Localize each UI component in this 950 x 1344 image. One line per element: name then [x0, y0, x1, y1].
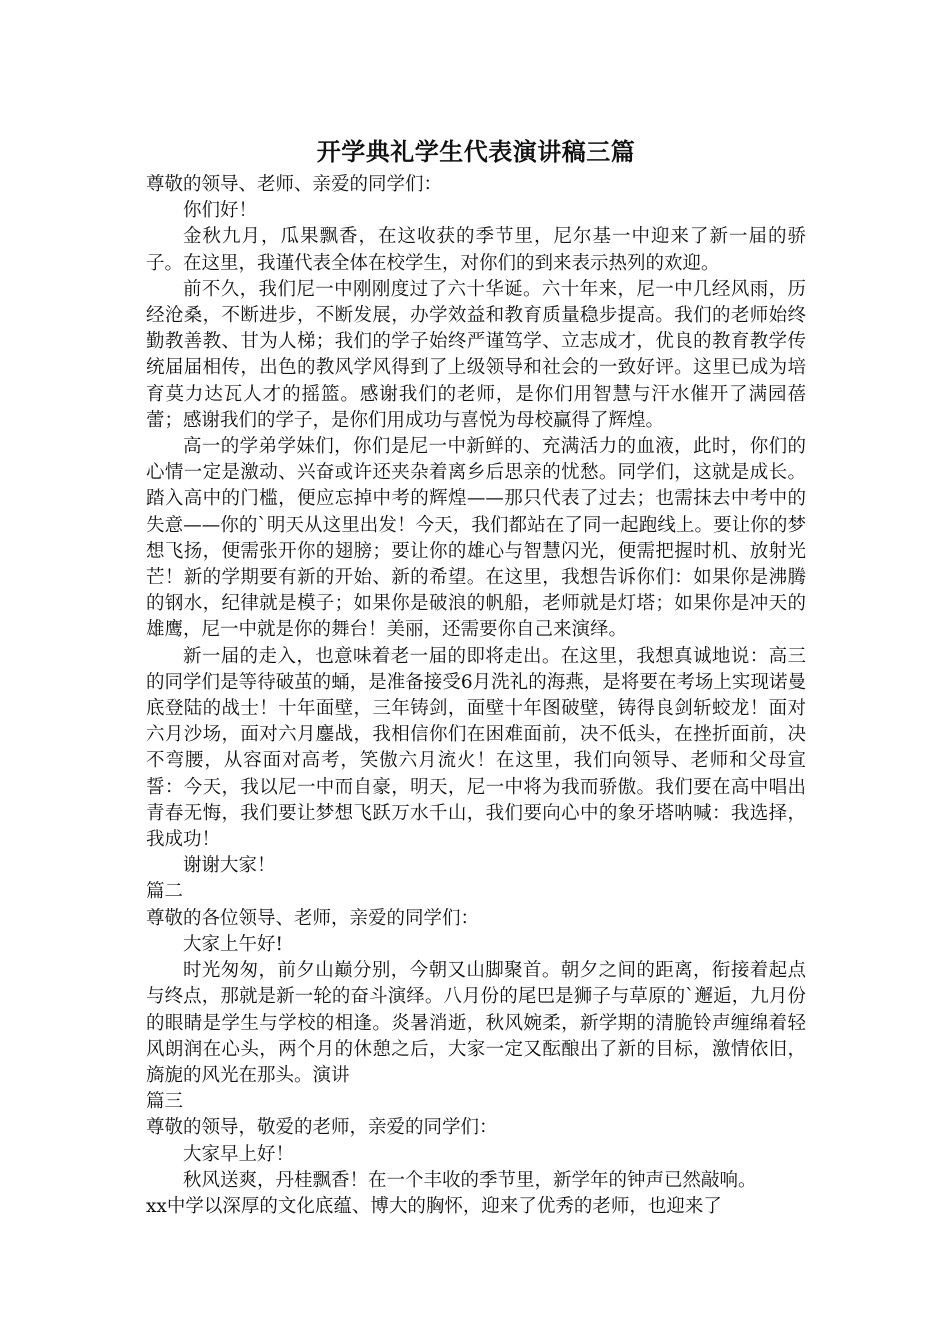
salutation: 尊敬的领导，敬爱的老师，亲爱的同学们： [146, 1117, 498, 1139]
section-heading: 篇二 [146, 881, 184, 903]
greeting: 大家上午好! [183, 933, 283, 955]
body-paragraph: 新一届的走入，也意味着老一届的即将走出。在这里，我想真诚地说：高三的同学们是等待破茧的蛹，是准备接受6月洗礼的海燕，是将要在考场上实现诺曼底登陆的战士！十年面壁，三年铸剑，面壁十年图破壁，铸得良剑斩蛟龙！面对六月沙场，面对六月鏖战，我相信你们在困难面前，决不低头，在挫折面前，决不弯腰，从容面对高考，笑傲六月流火！在这里，我们向领导、老师和父母宣誓：今天，我以尼一中而自豪，明天，尼一中将为我而骄傲。我们要在高中唱出青春无悔，我们要让梦想飞跃万水千山，我们要向心中的象牙塔呐喊：我选择，我成功！ [146, 645, 806, 851]
body-paragraph: xx中学以深厚的文化底蕴、博大的胸怀，迎来了优秀的老师，也迎来了 [146, 1195, 722, 1217]
salutation: 尊敬的各位领导、老师，亲爱的同学们： [146, 907, 480, 929]
salutation: 尊敬的领导、老师、亲爱的同学们： [146, 174, 443, 195]
section-heading: 篇三 [146, 1091, 184, 1113]
closing-thanks: 谢谢大家！ [183, 855, 276, 877]
body-paragraph: 高一的学弟学妹们，你们是尼一中新鲜的、充满活力的血液，此时，你们的心情一定是激动、兴奋或许还夹杂着离乡后思亲的忧愁。同学们，这就是成长。踏入高中的门槛，便应忘掉中考的辉煌——那只代表了过去；也需抹去中考中的失意——你的`明天从这里出发！今天，我们都站在了同一起跑线上。要让你的梦想飞扬，便需张开你的翅膀；要让你的雄心与智慧闪光，便需把握时机、放射光芒！新的学期要有新的开始、新的希望。在这里，我想告诉你们：如果你是沸腾的钢水，纪律就是模子；如果你是破浪的帆船，老师就是灯塔；如果你是冲天的雄鹰，尼一中就是你的舞台！美丽，还需要你自己来演绎。 [146, 436, 806, 641]
greeting: 你们好！ [183, 200, 258, 222]
document-title: 开学典礼学生代表演讲稿三篇 [316, 137, 636, 166]
body-paragraph: 时光匆匆，前夕山巅分别，今朝又山脚聚首。朝夕之间的距离，衔接着起点与终点，那就是新一轮的奋斗演绎。八月份的尾巴是狮子与草原的`邂逅，九月份的眼睛是学生与学校的相逢。炎暑消逝，秋风婉柔，新学期的清脆铃声缠绵着轻风朗润在心头，两个月的休憩之后，大家一定又酝酿出了新的目标，激情依旧，旖旎的风光在那头。演讲 [146, 960, 806, 1086]
document-page [146, 132, 806, 1220]
greeting: 大家早上好！ [183, 1143, 295, 1165]
document-body [146, 172, 806, 1220]
body-paragraph: 金秋九月，瓜果飘香，在这收获的季节里，尼尔基一中迎来了新一届的骄子。在这里，我谨代表全体在校学生，对你们的到来表示热列的欢迎。 [146, 226, 806, 274]
body-paragraph: 秋风送爽，丹桂飘香！在一个丰收的季节里，新学年的钟声已然敲响。 [183, 1169, 757, 1191]
body-paragraph: 前不久，我们尼一中刚刚度过了六十华诞。六十年来，尼一中几经风雨，历经沧桑，不断进步，不断发展，办学效益和教育质量稳步提高。我们的老师始终勤教善教、甘为人梯；我们的学子始终严谨笃学、立志成才，优良的教育教学传统届届相传，出色的教风学风得到了上级领导和社会的一致好评。这里已成为培育莫力达瓦人才的摇篮。感谢我们的老师，是你们用智慧与汗水催开了满园蓓蕾；感谢我们的学子，是你们用成功与喜悦为母校赢得了辉煌。 [146, 278, 806, 431]
